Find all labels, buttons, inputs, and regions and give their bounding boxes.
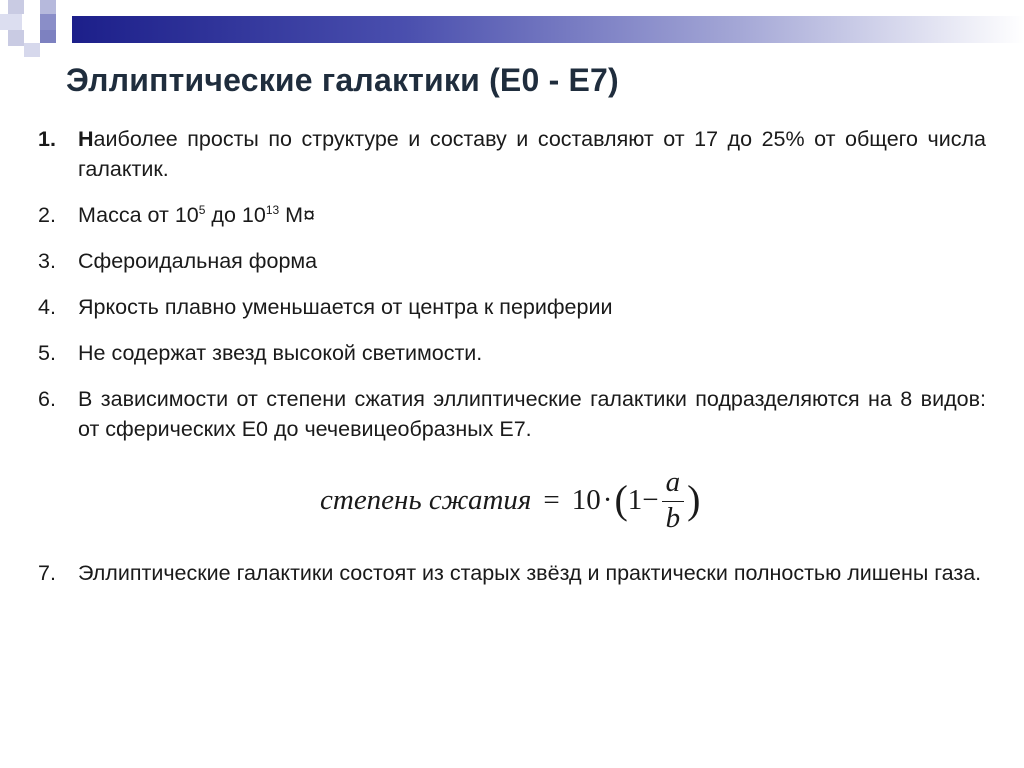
item-text [78,124,986,184]
item-text: Эллиптические галактики состоят из старых звёзд и практически полностью лишены газа. [78,561,982,585]
decor-square [40,14,56,30]
item-text: Не содержат звезд высокой светимости. [78,341,483,365]
formula-row [38,456,986,544]
fraction-numerator: a [662,468,685,502]
decor-square [8,0,24,14]
item-text: В зависимости от степени сжатия эллиптические галактики подразделяются на 8 видов: от сферических Е0 до чечевицеобразных Е7. [78,387,986,441]
list-item [38,292,986,322]
item-text-rest: аиболее просты по структуре и составу и составляют от 17 до 25% от общего числа галактик. [78,127,986,181]
list-item [38,124,986,184]
decor-square [24,14,40,30]
content-list [38,124,986,604]
mass-middle: до 10 [205,203,266,227]
header-decoration [0,0,1024,60]
formula-minus: − [642,484,659,516]
decor-square [40,0,56,14]
compression-formula [320,456,700,544]
item-number: 3. [38,249,56,273]
item-number: 2. [38,203,56,227]
formula-one: 1 [627,484,643,516]
item-number: 6. [38,387,56,411]
formula-dot: · [602,484,613,516]
mass-unit: M¤ [279,203,316,227]
list-item [38,558,986,588]
list-item [38,246,986,276]
formula-open-paren: ( [614,477,628,522]
decor-square [24,43,40,57]
item-number: 5. [38,341,56,365]
item-number: 1. [38,127,56,151]
list-item [38,338,986,368]
decor-square [40,30,56,43]
mass-exponent-high: 13 [265,202,280,217]
list-item [38,384,986,444]
item-number: 7. [38,561,56,585]
formula-lhs: степень сжатия [320,484,532,516]
decor-square [8,30,24,46]
decor-square [0,14,22,30]
slide-title: Эллиптические галактики (Е0 - Е7) [66,62,619,98]
mass-prefix: Масса от 10 [78,203,199,227]
mass-exponent-low: 5 [198,202,206,217]
decor-square [56,14,72,43]
formula-fraction [662,465,685,534]
formula-close-paren: ) [687,477,701,522]
formula-equals: = [543,484,560,516]
item-text [78,200,986,230]
item-text: Сфероидальная форма [78,249,318,273]
header-gradient-bar [72,16,1024,43]
fraction-denominator: b [665,501,681,534]
item-initial-letter: Н [78,127,94,151]
formula-coefficient: 10 [571,484,601,516]
item-number: 4. [38,295,56,319]
item-text: Яркость плавно уменьшается от центра к периферии [78,295,613,319]
list-item [38,200,986,230]
